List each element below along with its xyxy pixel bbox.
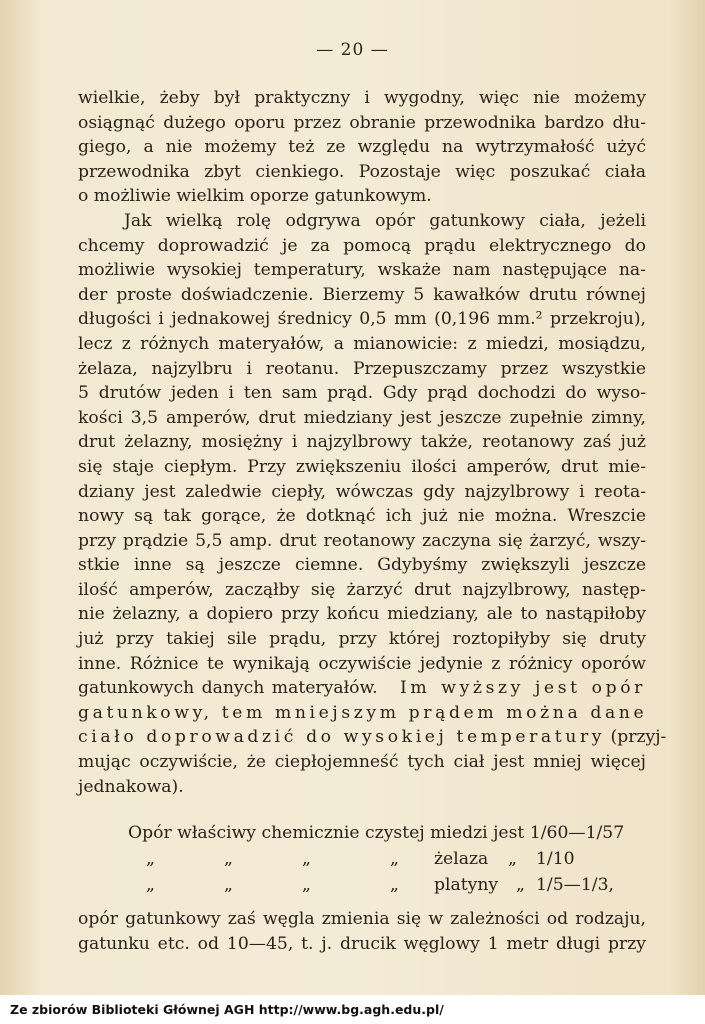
ditto-mark: „ xyxy=(302,849,311,869)
text-line: się staje ciepłym. Przy zwiększeniu ilości amperów, drut mie- xyxy=(78,456,646,477)
text-line: ilość amperów, zacząłby się żarzyć drut najzylbrowy, następ- xyxy=(78,579,646,600)
ditto-mark: „ xyxy=(390,849,399,869)
spaced-emphasis: Im wyższy jest opór xyxy=(399,678,646,699)
text-line: Jak wielką rolę odgrywa opór gatunkowy ciała, jeżeli xyxy=(124,210,646,231)
spaced-emphasis: ciało doprowadzić do wysokiej temperatury xyxy=(78,727,606,748)
library-footer: Ze zbiorów Biblioteki Głównej AGH http://www.bg.agh.edu.pl/ xyxy=(0,995,705,1024)
text-line: kości 3,5 amperów, drut miedziany jest jeszcze zupełnie zimny, xyxy=(78,407,646,428)
ditto-mark: „ xyxy=(146,875,155,895)
table-row xyxy=(128,846,648,872)
text-line: jednakowa). xyxy=(78,776,184,797)
resistance-value: 1/5—1/3, xyxy=(536,875,614,895)
metal-name: platyny xyxy=(434,875,499,895)
text-line: opór gatunkowy zaś węgla zmienia się w zależności od rodzaju, xyxy=(78,909,646,929)
resistance-value: 1/10 xyxy=(536,849,575,869)
text-line: stkie inne są jeszcze ciemne. Gdybyśmy zwiększyli jeszcze xyxy=(78,555,646,576)
text-line: drut żelazny, mosiężny i najzylbrowy także, reotanowy zaś już xyxy=(78,432,646,453)
text-line: przewodnika zbyt cienkiego. Pozostaje więc poszukać ciała xyxy=(78,161,646,182)
page-number: — 20 — xyxy=(316,40,389,60)
table-row xyxy=(128,872,648,898)
ditto-mark: „ xyxy=(390,875,399,895)
body-text xyxy=(78,86,667,799)
text-line: inne. Różnice te wynikają oczywiście jedynie z różnicy oporów xyxy=(78,653,646,674)
text-span: (przyj- xyxy=(605,727,667,748)
table-row-text: Opór właściwy chemicznie czystej miedzi jest 1/60—1/57 xyxy=(128,823,625,843)
text-line: gatunku etc. od 10—45, t. j. drucik węglowy 1 metr długi przy xyxy=(78,934,646,954)
text-line: długości i jednakowej średnicy 0,5 mm (0,196 mm.² przekroju), xyxy=(78,309,646,330)
text-line: możliwie wysokiej temperatury, wskaże nam następujące na- xyxy=(78,260,646,281)
text-line: wielkie, żeby był praktyczny i wygodny, więc nie możemy xyxy=(78,88,646,108)
continued-text xyxy=(78,907,646,957)
ditto-mark: „ xyxy=(516,875,525,895)
text-span: gatunkowych danych materyałów. xyxy=(78,678,378,699)
text-line: 5 drutów jeden i ten sam prąd. Gdy prąd dochodzi do wyso- xyxy=(78,383,646,404)
ditto-mark: „ xyxy=(508,849,517,869)
text-line: osiągnąć dużego oporu przez obranie przewodnika bardzo dłu- xyxy=(78,112,646,133)
ditto-mark: „ xyxy=(224,875,233,895)
spaced-emphasis-line: gatunkowy, tem mniejszym prądem można dane xyxy=(78,702,648,723)
ditto-mark: „ xyxy=(302,875,311,895)
text-line: chcemy doprowadzić je za pomocą prądu elektrycznego do xyxy=(78,235,646,256)
text-line: o możliwie wielkim oporze gatunkowym. xyxy=(78,186,432,207)
table-row xyxy=(128,820,648,846)
text-line: der proste doświadczenie. Bierzemy 5 kawałków drutu równej xyxy=(78,284,646,305)
text-line: dziany jest zaledwie ciepły, wówczas gdy najzylbrowy i reota- xyxy=(78,481,646,502)
metal-name: żelaza xyxy=(434,849,489,869)
text-line: przy prądzie 5,5 amp. drut reotanowy zaczyna się żarzyć, wszy- xyxy=(78,530,646,551)
text-line: nie żelazny, a dopiero przy końcu miedziany, ale to nastąpiłoby xyxy=(78,604,646,625)
text-line: nowy są tak gorące, że dotknąć ich już nie można. Wreszcie xyxy=(78,506,646,527)
text-line: żelaza, najzylbru i reotanu. Przepuszczamy przez wszystkie xyxy=(78,358,646,379)
text-line-mixed xyxy=(78,725,667,750)
text-line: mując oczywiście, że ciepłojemneść tych ciał jest mniej więcej xyxy=(78,752,646,773)
text-line: lecz z różnych materyałów, a mianowicie: z miedzi, mosiądzu, xyxy=(78,333,646,354)
ditto-mark: „ xyxy=(146,849,155,869)
text-line-mixed xyxy=(78,676,646,701)
resistance-table xyxy=(128,820,648,898)
text-line: giego, a nie możemy też ze względu na wytrzymałość użyć xyxy=(78,137,646,158)
text-line: już przy takiej sile prądu, przy której roztopiłyby się druty xyxy=(78,629,646,650)
ditto-mark: „ xyxy=(224,849,233,869)
